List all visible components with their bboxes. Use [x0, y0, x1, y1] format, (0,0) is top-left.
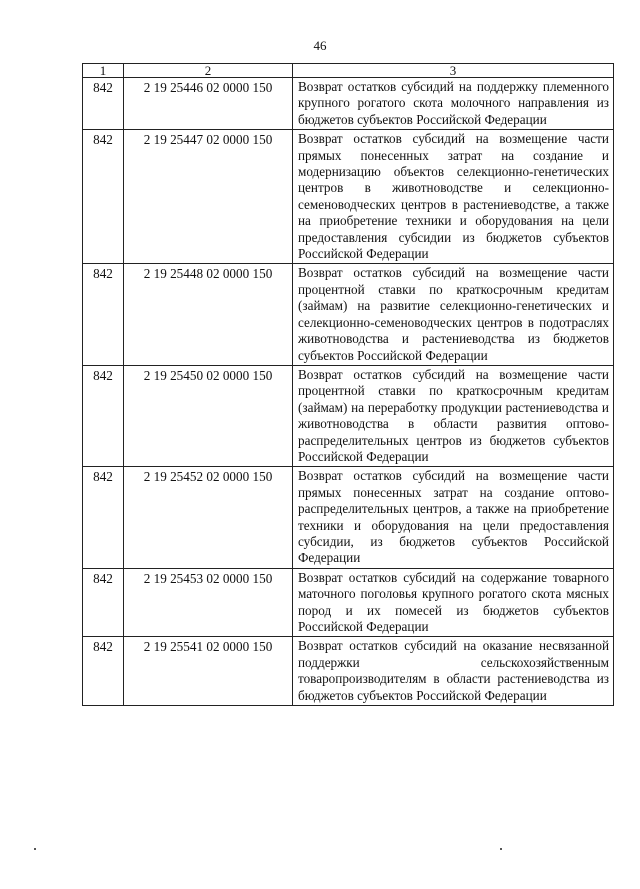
- table-row: [83, 130, 614, 264]
- admin-code-cell: 842: [83, 264, 124, 365]
- admin-code-cell: 842: [83, 637, 124, 706]
- page-number: 46: [313, 38, 327, 53]
- budget-code-cell: 2 19 25447 02 0000 150: [124, 130, 293, 264]
- description-cell: Возврат остатков субсидий на возмещение части прямых понесенных затрат на создание оптово-распределительных центров, а также на приобретение техники и оборудования на цели предоставления субсидии, из бюджетов субъектов Российской Федерации: [293, 467, 614, 568]
- scan-speck: [34, 848, 36, 850]
- table-row: [83, 78, 614, 130]
- scan-speck: [500, 848, 502, 850]
- budget-code-cell: 2 19 25450 02 0000 150: [124, 365, 293, 466]
- budget-code-cell: 2 19 25453 02 0000 150: [124, 568, 293, 637]
- description-cell: Возврат остатков субсидий на оказание несвязанной поддержки сельскохозяйственным товаропроизводителям в области растениеводства из бюджетов субъектов Российской Федерации: [293, 637, 614, 706]
- table-row: [83, 365, 614, 466]
- description-cell: Возврат остатков субсидий на возмещение части процентной ставки по краткосрочным кредитам (займам) на развитие селекционно-генетических и селекционно-семеноводческих центров в подотраслях животноводства и растениеводства из бюджетов субъектов Российской Федерации: [293, 264, 614, 365]
- admin-code-cell: 842: [83, 467, 124, 568]
- column-header-3: 3: [293, 64, 614, 78]
- table-header-row: [83, 64, 614, 78]
- table-row: [83, 637, 614, 706]
- table-row: [83, 568, 614, 637]
- budget-code-cell: 2 19 25541 02 0000 150: [124, 637, 293, 706]
- budget-codes-table: [82, 63, 614, 706]
- description-cell: Возврат остатков субсидий на возмещение части прямых понесенных затрат на создание и модернизацию объектов селекционно-генетических центров в животноводстве и селекционно-семеноводческих центров в растениеводстве, а также на приобретение техники и оборудования на цели предоставления субсидии из бюджетов субъектов Российской Федерации: [293, 130, 614, 264]
- admin-code-cell: 842: [83, 130, 124, 264]
- description-cell: Возврат остатков субсидий на поддержку племенного крупного рогатого скота молочного направления из бюджетов субъектов Российской Федерации: [293, 78, 614, 130]
- budget-code-cell: 2 19 25452 02 0000 150: [124, 467, 293, 568]
- budget-code-cell: 2 19 25448 02 0000 150: [124, 264, 293, 365]
- column-header-1: 1: [83, 64, 124, 78]
- admin-code-cell: 842: [83, 365, 124, 466]
- description-cell: Возврат остатков субсидий на содержание товарного маточного поголовья крупного рогатого скота мясных пород и их помесей из бюджетов субъектов Российской Федерации: [293, 568, 614, 637]
- admin-code-cell: 842: [83, 568, 124, 637]
- column-header-2: 2: [124, 64, 293, 78]
- admin-code-cell: 842: [83, 78, 124, 130]
- table-row: [83, 264, 614, 365]
- budget-code-cell: 2 19 25446 02 0000 150: [124, 78, 293, 130]
- table-row: [83, 467, 614, 568]
- description-cell: Возврат остатков субсидий на возмещение части процентной ставки по краткосрочным кредитам (займам) на переработку продукции растениеводства и животноводства в области развития оптово-распределительных центров из бюджетов субъектов Российской Федерации: [293, 365, 614, 466]
